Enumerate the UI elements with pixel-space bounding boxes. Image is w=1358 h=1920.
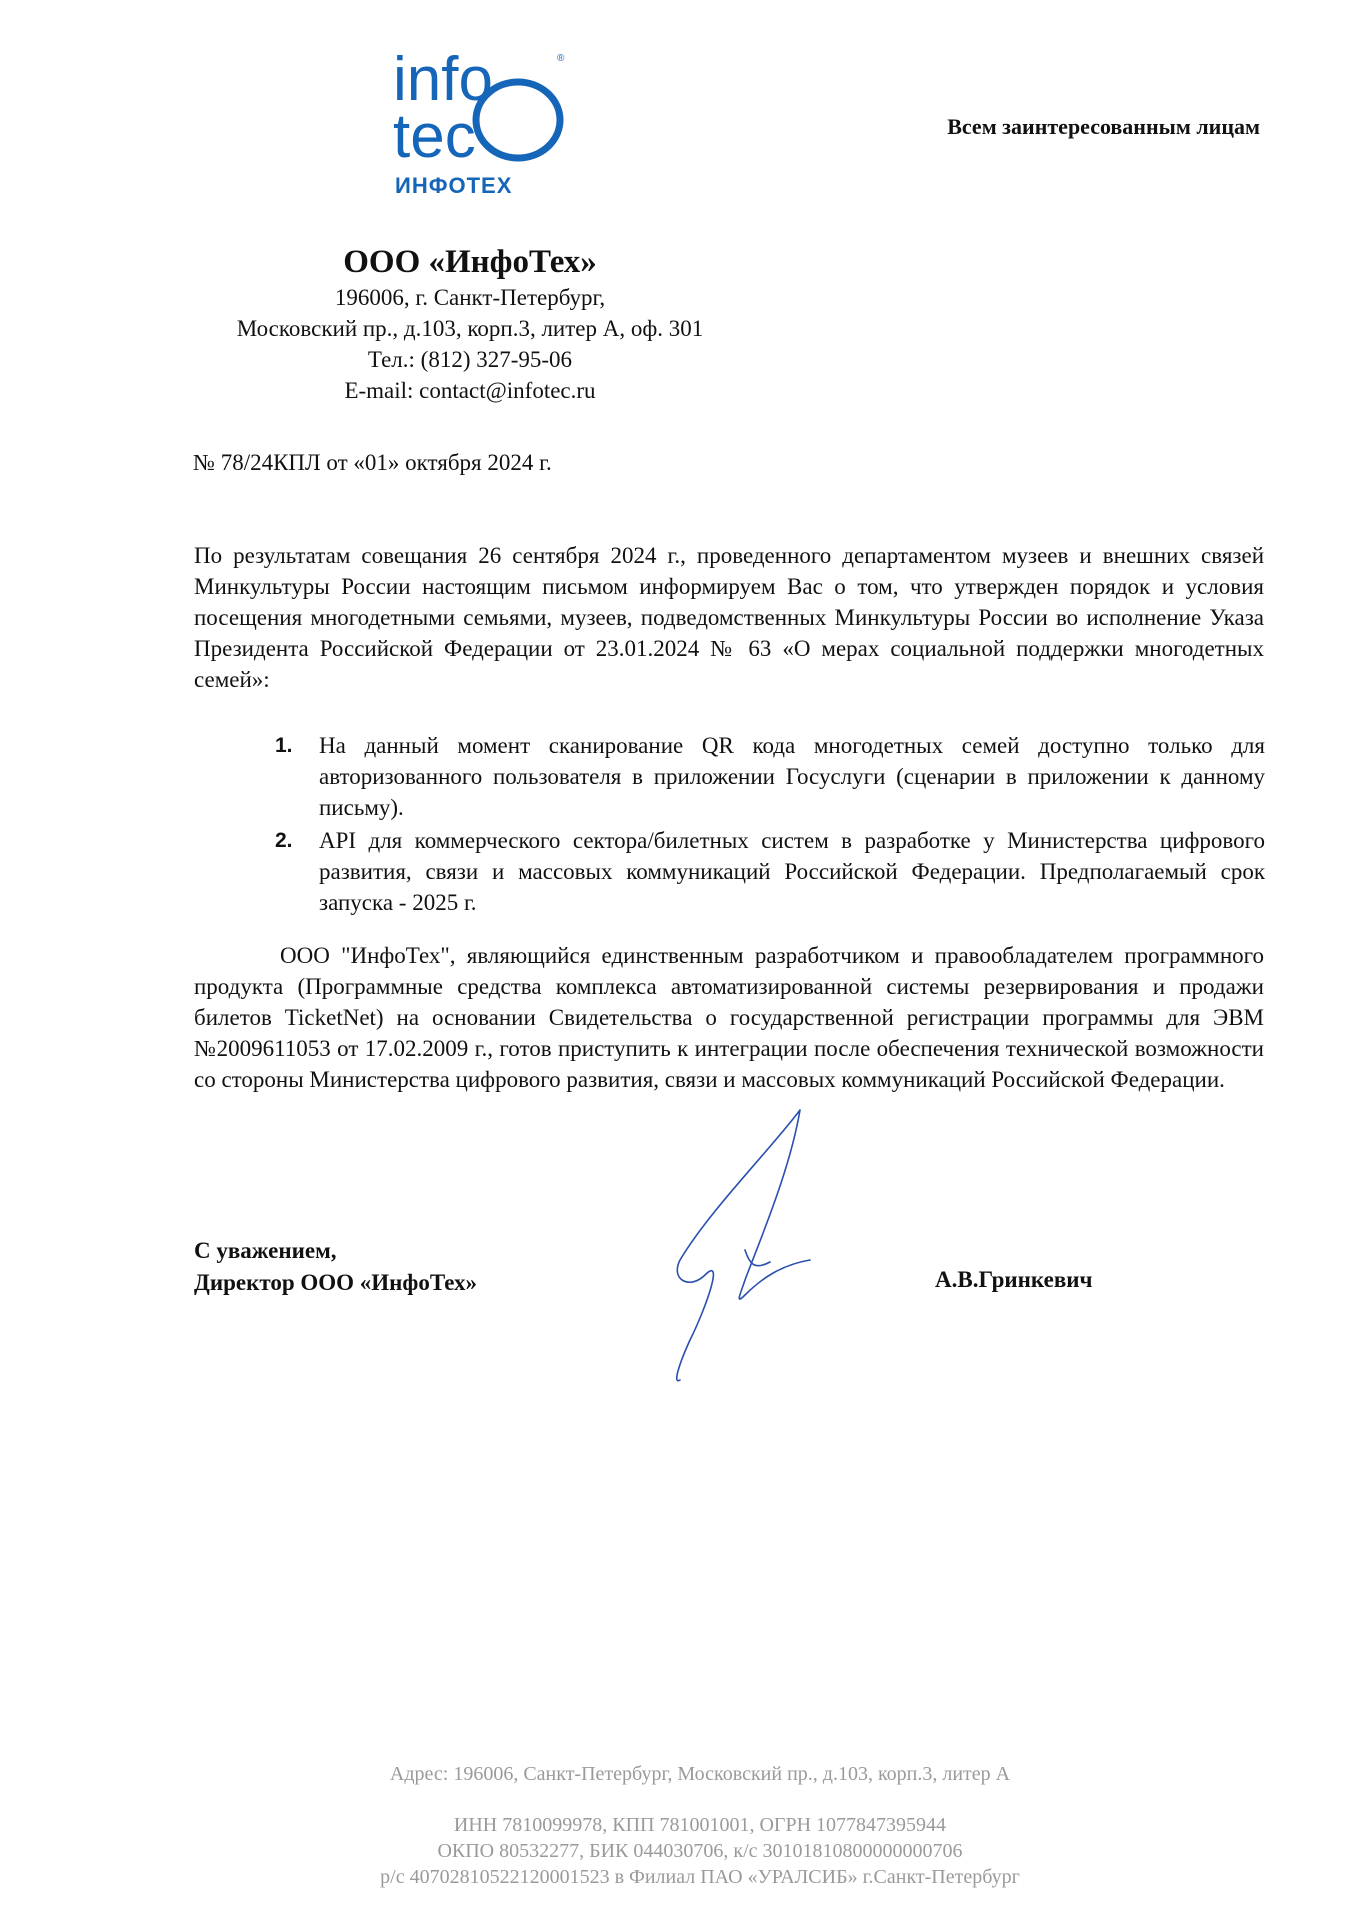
logo-text-info: info	[393, 45, 493, 114]
logo-wordmark: ИНФОТЕХ	[395, 173, 513, 198]
list-item-text: На данный момент сканирование QR кода многодетных семей доступно только для авторизованного пользователя в приложении Госуслуги (сценарии в приложении к данному письму).	[319, 733, 1265, 820]
footer-line-okpo: ОКПО 80532277, БИК 044030706, к/с 30101810800000000706	[437, 1840, 963, 1862]
organization-email: E-mail: contact@infotec.ru	[344, 378, 596, 403]
closing-paragraph: ООО "ИнфоТех", являющийся единственным разработчиком и правообладателем программного продукта (Программные средства комплекса автоматизированной системы резервирования и продажи билетов TicketNet) на основании Свидетельства о государственной регистрации программы для ЭВМ №2009611053 от 17.02.2009 г., готов приступить к интеграции после обеспечения технической возможности со стороны Министерства цифрового развития, связи и массовых коммуникаций Российской Федерации.	[194, 943, 1264, 1092]
signer-position: Директор ООО «ИнфоТех»	[194, 1270, 478, 1295]
footer-line-inn: ИНН 7810099978, КПП 781001001, ОГРН 1077847395944	[453, 1814, 947, 1836]
organization-address-line2: Московский пр., д.103, корп.3, литер А, оф. 301	[236, 316, 704, 341]
company-logo	[385, 45, 585, 205]
footer-line-account: р/с 40702810522120001523 в Филиал ПАО «УРАЛСИБ» г.Санкт-Петербург	[380, 1866, 1020, 1888]
closing-block	[194, 1235, 477, 1299]
signer-name: А.В.Гринкевич	[935, 1267, 1093, 1292]
logo-text-tec: tec	[393, 102, 476, 171]
footer-requisites	[300, 1812, 1100, 1890]
list-item-number: 2.	[275, 829, 293, 852]
list-item	[275, 825, 1265, 918]
recipient: Всем заинтересованным лицам	[947, 114, 1260, 139]
organization-header	[180, 242, 760, 406]
list-item	[275, 730, 1265, 823]
list-item-text: API для коммерческого сектора/билетных систем в разработке у Министерства цифрового развития, связи и массовых коммуникаций Российской Федерации. Предполагаемый срок запуска - 2025 г.	[319, 828, 1265, 915]
document-number: № 78/24КПЛ от «01» октября 2024 г.	[193, 450, 552, 475]
numbered-list	[275, 730, 1265, 920]
list-item-number: 1.	[275, 734, 293, 757]
infotec-logo-mark	[385, 45, 585, 175]
organization-address-line1: 196006, г. Санкт-Петербург,	[334, 285, 606, 310]
regards-text: С уважением,	[194, 1238, 337, 1263]
organization-phone: Тел.: (812) 327-95-06	[367, 347, 573, 372]
organization-name: ООО «ИнфоТех»	[343, 244, 597, 280]
registered-mark: ®	[557, 53, 565, 64]
handwritten-signature	[650, 1090, 820, 1390]
intro-paragraph: По результатам совещания 26 сентября 2024 г., проведенного департаментом музеев и внешних связей Минкультуры России настоящим письмом информируем Вас о том, что утвержден порядок и условия посещения многодетными семьями, музеев, подведомственных Минкультуры России во исполнение Указа Президента Российской Федерации от 23.01.2024 № 63 «О мерах социальной поддержки многодетных семей»:	[194, 543, 1264, 692]
footer-address: Адрес: 196006, Санкт-Петербург, Московский пр., д.103, корп.3, литер А	[389, 1763, 1011, 1785]
